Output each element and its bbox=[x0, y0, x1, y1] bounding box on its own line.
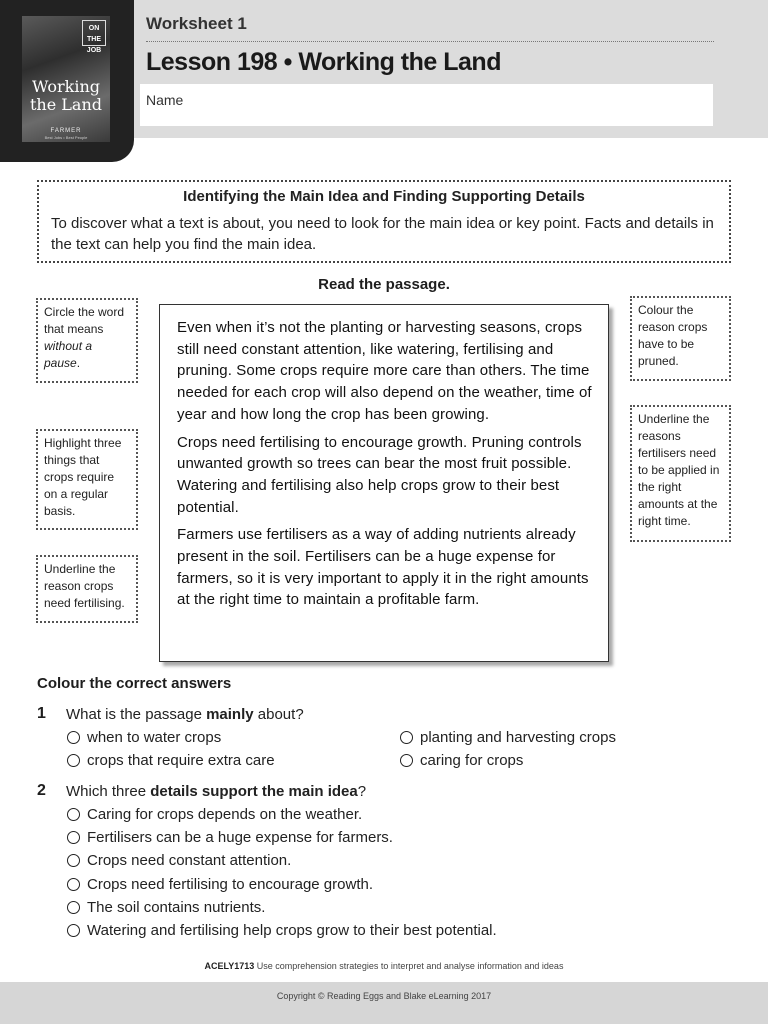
q2-option[interactable]: The soil contains nutrients. bbox=[67, 899, 265, 916]
cover-tagline: Best Jobs • Best People bbox=[44, 135, 88, 140]
passage-paragraph-3: Farmers use fertilisers as a way of adding nutrients already present in the soil. Fertilisers can be a huge expense for farmers, so it is very important to apply it in the right amounts at the right time to maintain a profitable farm. bbox=[177, 526, 589, 609]
questions-heading: Colour the correct answers bbox=[37, 675, 232, 692]
worksheet-label: Worksheet 1 bbox=[146, 14, 247, 33]
curriculum-note: ACELY1713 Use comprehension strategies to interpret and analyse information and ideas bbox=[204, 961, 564, 971]
question-1-number: 1 bbox=[37, 705, 46, 722]
note-underline-reasons: Underline the reasons fertilisers need to be applied in the right amounts at the right time. bbox=[630, 405, 731, 542]
radio-circle-icon[interactable] bbox=[67, 731, 80, 744]
name-field[interactable] bbox=[140, 84, 713, 126]
radio-circle-icon[interactable] bbox=[67, 831, 80, 844]
q1-option[interactable]: crops that require extra care bbox=[67, 752, 275, 769]
intro-text: To discover what a text is about, you need to look for the main idea or key point. Facts and details in the text can help you find the main idea. bbox=[51, 215, 714, 253]
cover-badge: ON THE JOB bbox=[82, 20, 106, 46]
radio-circle-icon[interactable] bbox=[67, 808, 80, 821]
radio-circle-icon[interactable] bbox=[67, 754, 80, 767]
passage-paragraph-1: Even when it’s not the planting or harvesting seasons, crops still need constant attention, like watering, fertilising and pruning. Some crops require more care than others. The time needed for each crop will also depend on the weather, time of year and how long the crop has been growing. bbox=[177, 319, 592, 423]
name-label: Name bbox=[146, 92, 184, 108]
header-dotted-rule bbox=[146, 41, 714, 42]
q1-option[interactable]: when to water crops bbox=[67, 729, 221, 746]
intro-heading: Identifying the Main Idea and Finding Supporting Details bbox=[183, 188, 585, 205]
q1-option[interactable]: planting and harvesting crops bbox=[400, 729, 616, 746]
radio-circle-icon[interactable] bbox=[67, 924, 80, 937]
q2-option[interactable]: Caring for crops depends on the weather. bbox=[67, 806, 362, 823]
passage-box bbox=[159, 304, 609, 662]
radio-circle-icon[interactable] bbox=[400, 754, 413, 767]
cover-subtitle: FARMER bbox=[50, 128, 82, 134]
cover-image bbox=[22, 16, 110, 142]
intro-box bbox=[37, 180, 731, 263]
question-2-number: 2 bbox=[37, 782, 46, 799]
radio-circle-icon[interactable] bbox=[400, 731, 413, 744]
radio-circle-icon[interactable] bbox=[67, 901, 80, 914]
q2-option[interactable]: Crops need fertilising to encourage growth. bbox=[67, 876, 373, 893]
question-1-text: What is the passage mainly about? bbox=[66, 706, 304, 723]
radio-circle-icon[interactable] bbox=[67, 878, 80, 891]
cover-title: Working the Land bbox=[30, 77, 102, 114]
note-highlight-things: Highlight three things that crops require on a regular basis. bbox=[36, 429, 138, 530]
footer bbox=[0, 982, 768, 1024]
q2-option[interactable]: Fertilisers can be a huge expense for farmers. bbox=[67, 829, 393, 846]
copyright-text: Copyright © Reading Eggs and Blake eLearning 2017 bbox=[276, 991, 492, 1001]
q2-option[interactable]: Crops need constant attention. bbox=[67, 852, 291, 869]
lesson-title: Lesson 198 • Working the Land bbox=[146, 48, 501, 76]
read-passage-heading: Read the passage. bbox=[318, 276, 450, 293]
radio-circle-icon[interactable] bbox=[67, 854, 80, 867]
q1-option[interactable]: caring for crops bbox=[400, 752, 523, 769]
note-circle-word: Circle the word that means without a pause. bbox=[36, 298, 138, 383]
note-colour-pruned: Colour the reason crops have to be pruned. bbox=[630, 296, 731, 381]
book-cover bbox=[0, 0, 134, 162]
question-2-text: Which three details support the main idea? bbox=[66, 783, 367, 800]
q2-option[interactable]: Watering and fertilising help crops grow to their best potential. bbox=[67, 922, 497, 939]
note-underline-fertilising: Underline the reason crops need fertilising. bbox=[36, 555, 138, 623]
passage-paragraph-2: Crops need fertilising to encourage growth. Pruning controls unwanted growth so trees can bear the most fruit possible. Watering and fertilising also help crops grow to their best potential. bbox=[177, 433, 582, 516]
